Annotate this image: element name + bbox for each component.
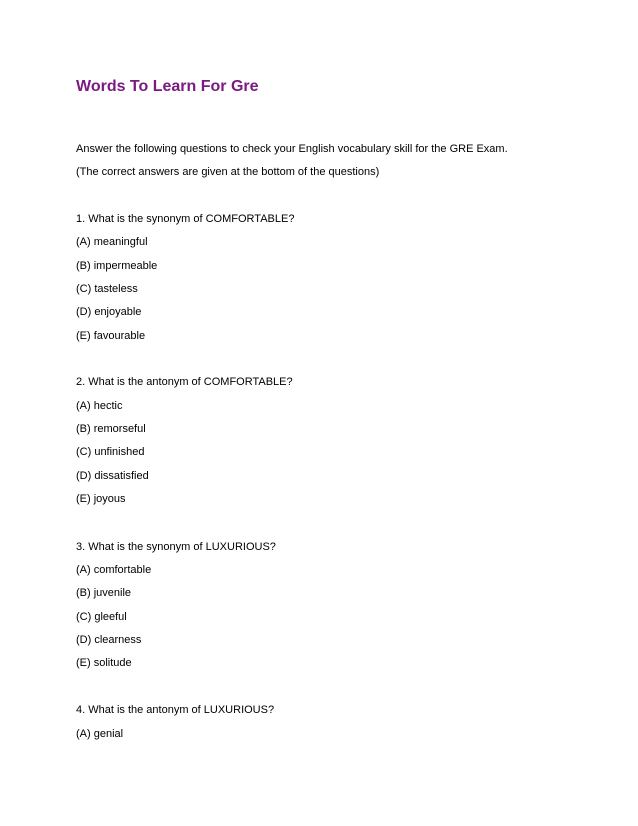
question-4-option-a: (A) genial [76,728,124,740]
page-title: Words To Learn For Gre [76,78,259,95]
answers-note: (The correct answers are given at the bottom of the questions) [76,166,380,178]
question-1-option-e: (E) favourable [76,330,146,342]
question-1-prompt: 1. What is the synonym of COMFORTABLE? [76,213,295,225]
question-3-option-e: (E) solitude [76,657,132,669]
question-2-option-e: (E) joyous [76,493,126,505]
question-3-option-a: (A) comfortable [76,564,152,576]
question-1-option-d: (D) enjoyable [76,306,142,318]
question-2-option-b: (B) remorseful [76,423,146,435]
question-4-prompt: 4. What is the antonym of LUXURIOUS? [76,704,275,716]
question-1-option-c: (C) tasteless [76,283,138,295]
question-3-option-c: (C) gleeful [76,611,127,623]
question-2-option-d: (D) dissatisfied [76,470,149,482]
intro-text: Answer the following questions to check your English vocabulary skill for the GRE Exam. [76,143,508,155]
question-2-prompt: 2. What is the antonym of COMFORTABLE? [76,376,293,388]
question-1-option-a: (A) meaningful [76,236,148,248]
question-1-option-b: (B) impermeable [76,260,158,272]
question-3-option-d: (D) clearness [76,634,142,646]
question-3-option-b: (B) juvenile [76,587,132,599]
question-2-option-a: (A) hectic [76,400,123,412]
question-3-prompt: 3. What is the synonym of LUXURIOUS? [76,541,276,553]
question-2-option-c: (C) unfinished [76,446,145,458]
